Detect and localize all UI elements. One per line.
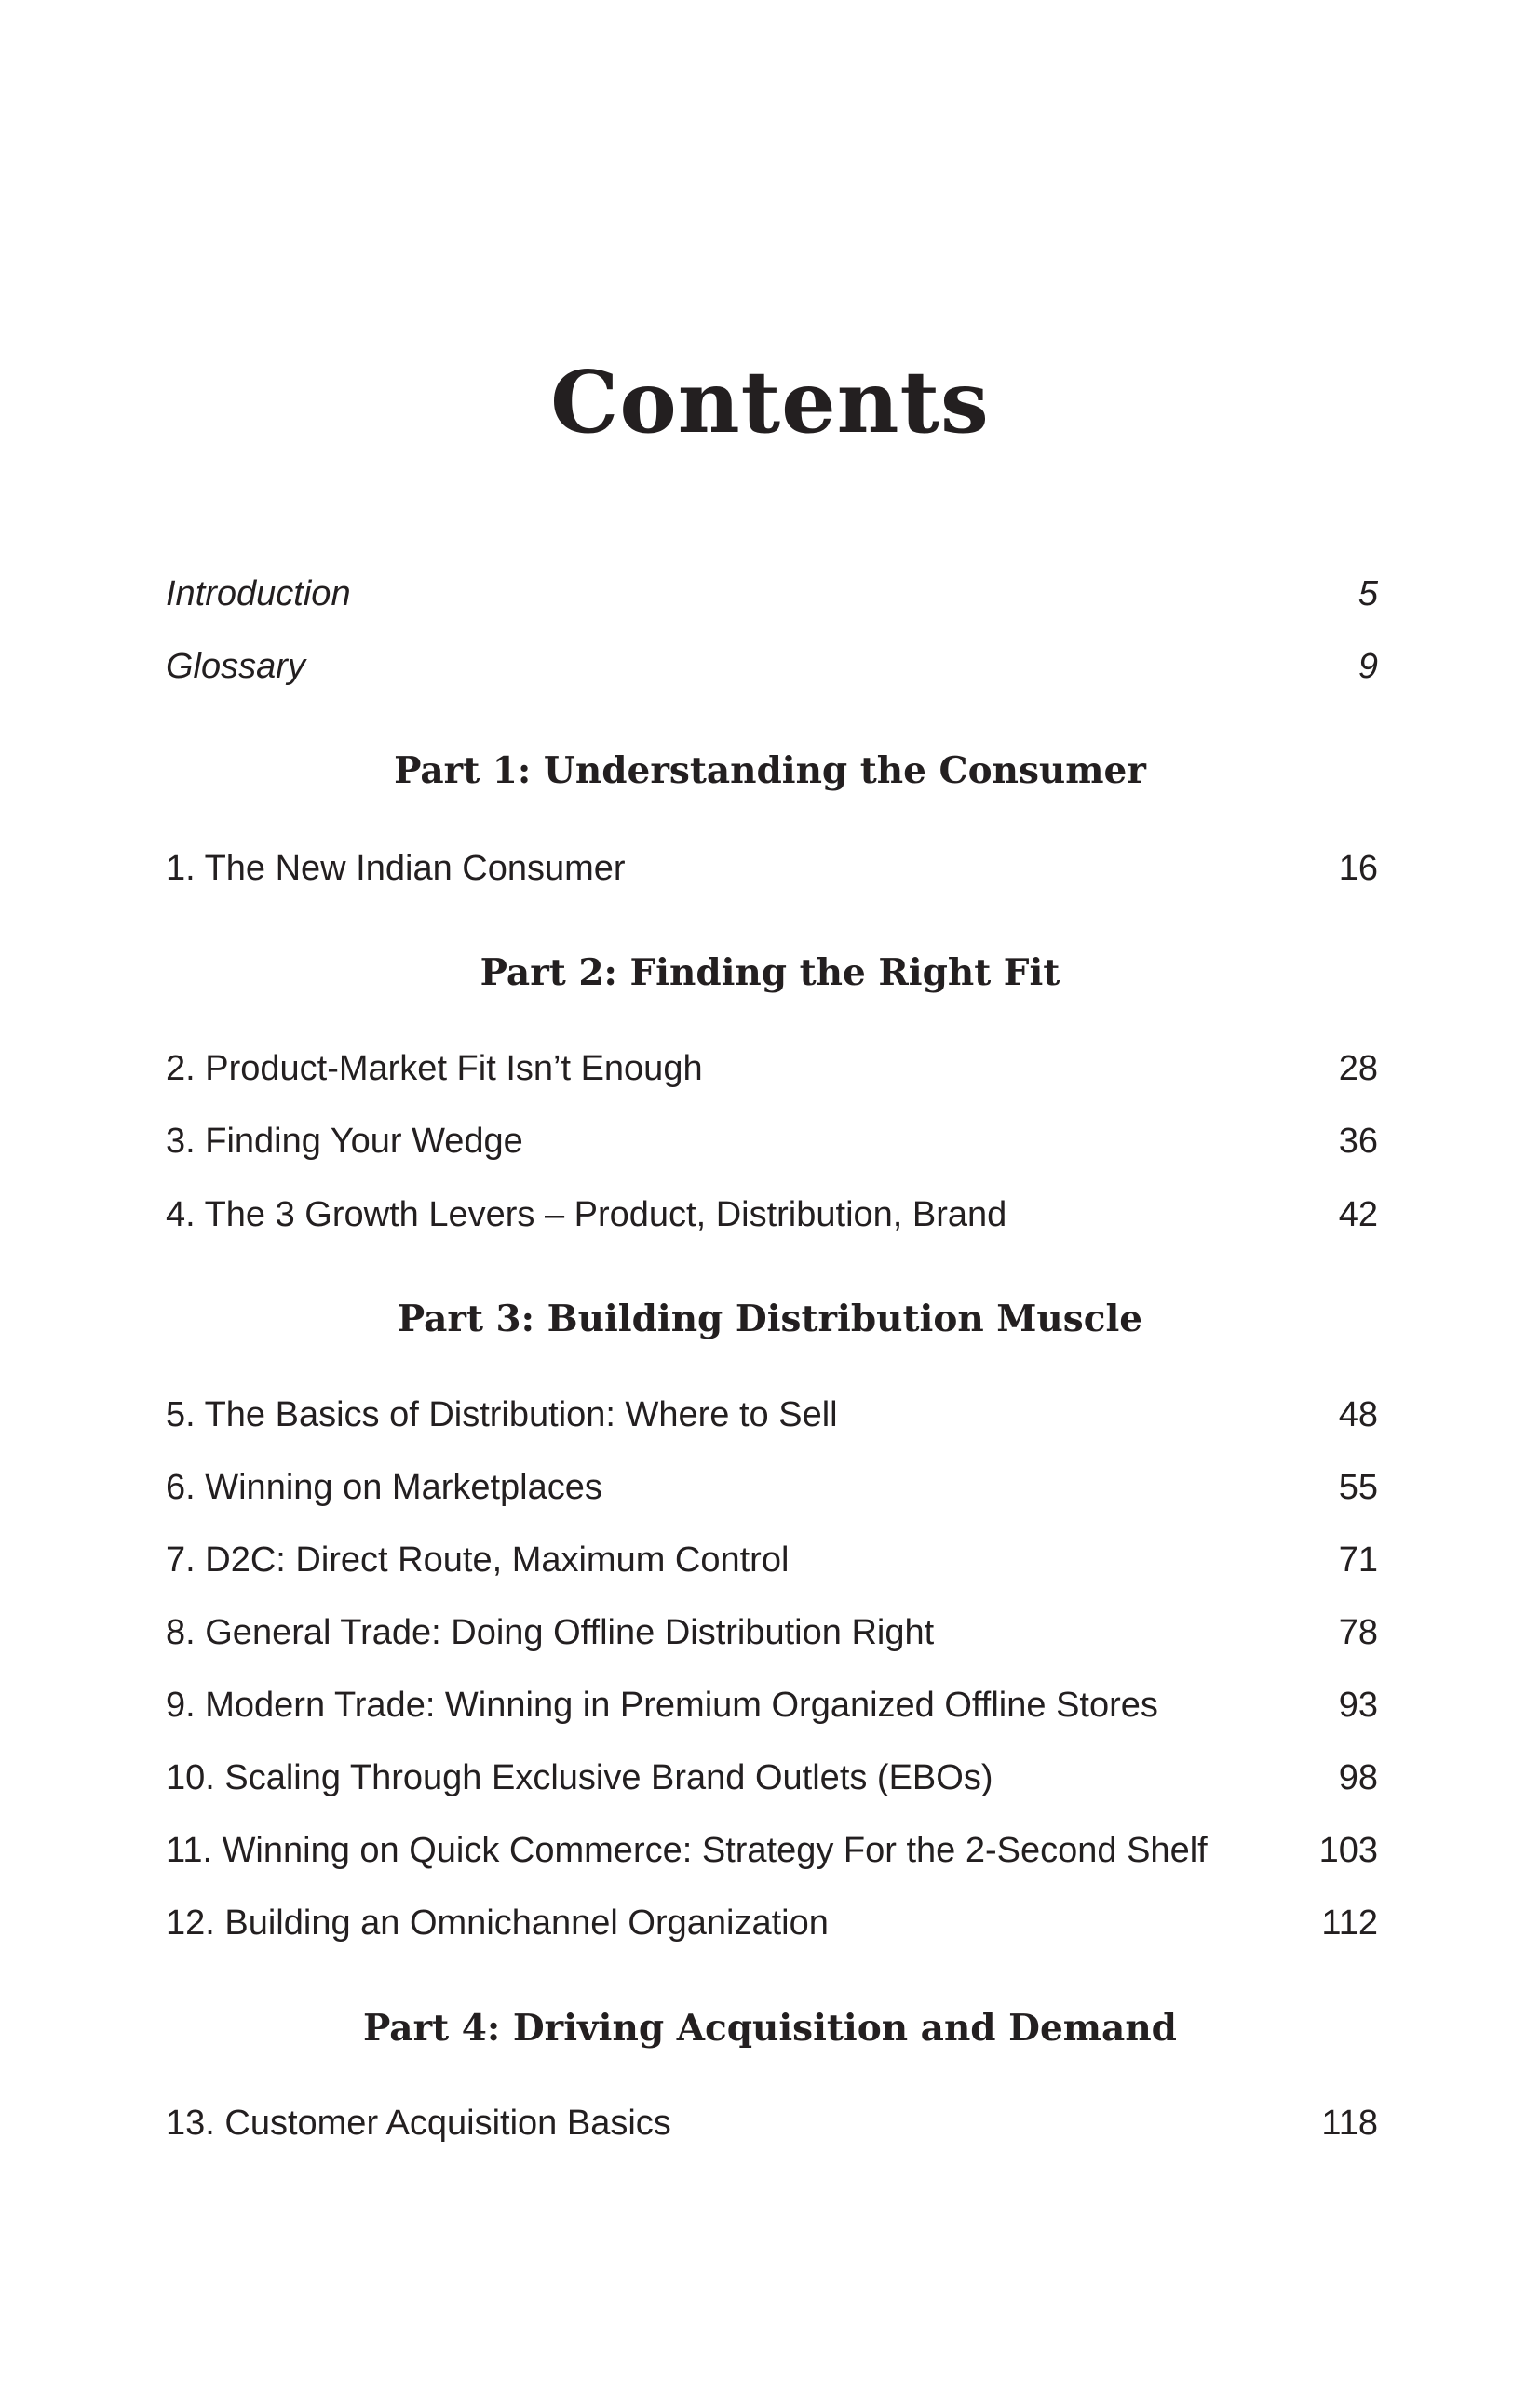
toc-entry-chapter-10[interactable]: [166, 1750, 1378, 1806]
toc-entry-title: Glossary: [166, 647, 305, 686]
toc-entry-page: 98: [1338, 1758, 1378, 1797]
toc-entry-title: 2. Product-Market Fit Isn’t Enough: [166, 1049, 703, 1088]
toc-entry-title: 5. The Basics of Distribution: Where to Sell: [166, 1395, 838, 1434]
toc-entry-title: 13. Customer Acquisition Basics: [166, 2104, 671, 2143]
toc-entry-chapter-3[interactable]: [166, 1113, 1378, 1169]
toc-entry-chapter-9[interactable]: [166, 1677, 1378, 1733]
toc-entry-title: 9. Modern Trade: Winning in Premium Organized Offline Stores: [166, 1686, 1158, 1725]
toc-entry-page: 78: [1338, 1613, 1378, 1652]
toc-entry-title: 1. The New Indian Consumer: [166, 849, 626, 888]
toc-entry-page: 55: [1338, 1468, 1378, 1507]
part-heading-1: Part 1: Understanding the Consumer: [394, 749, 1146, 792]
toc-entry-page: 28: [1338, 1049, 1378, 1088]
toc-entry-title: 7. D2C: Direct Route, Maximum Control: [166, 1540, 790, 1580]
part-heading-2: Part 2: Finding the Right Fit: [480, 951, 1060, 994]
toc-entry-title: 4. The 3 Growth Levers – Product, Distribution, Brand: [166, 1195, 1007, 1234]
toc-entry-chapter-11[interactable]: [166, 1823, 1378, 1878]
toc-entry-title: 12. Building an Omnichannel Organization: [166, 1904, 829, 1943]
toc-entry-page: 103: [1318, 1831, 1378, 1870]
toc-entry-page: 36: [1338, 1122, 1378, 1161]
toc-entry-chapter-1[interactable]: [166, 841, 1378, 896]
toc-entry-page: 112: [1321, 1904, 1378, 1943]
toc-entry-chapter-7[interactable]: [166, 1532, 1378, 1588]
toc-entry-chapter-6[interactable]: [166, 1460, 1378, 1515]
toc-entry-page: 118: [1321, 2104, 1378, 2143]
page-title: Contents: [550, 352, 990, 452]
toc-entry-page: 16: [1338, 849, 1378, 888]
toc-entry-page: 93: [1338, 1686, 1378, 1725]
toc-entry-chapter-4[interactable]: [166, 1187, 1378, 1243]
part-heading-3: Part 3: Building Distribution Muscle: [397, 1298, 1143, 1340]
toc-entry-page: 42: [1338, 1195, 1378, 1234]
toc-entry-chapter-12[interactable]: [166, 1895, 1378, 1951]
toc-entry-introduction[interactable]: [166, 566, 1378, 622]
toc-entry-chapter-5[interactable]: [166, 1387, 1378, 1443]
toc-entry-page: 71: [1338, 1540, 1378, 1580]
toc-entry-title: 8. General Trade: Doing Offline Distribution Right: [166, 1613, 935, 1652]
toc-entry-title: 6. Winning on Marketplaces: [166, 1468, 602, 1507]
toc-entry-chapter-8[interactable]: [166, 1605, 1378, 1661]
toc-entry-title: 3. Finding Your Wedge: [166, 1122, 523, 1161]
part-heading-4: Part 4: Driving Acquisition and Demand: [363, 2007, 1177, 2050]
toc-entry-chapter-13[interactable]: [166, 2095, 1378, 2151]
toc-entry-page: 9: [1358, 647, 1378, 686]
toc-entry-title: 10. Scaling Through Exclusive Brand Outlets (EBOs): [166, 1758, 993, 1797]
toc-entry-chapter-2[interactable]: [166, 1041, 1378, 1096]
toc-entry-page: 48: [1338, 1395, 1378, 1434]
toc-entry-page: 5: [1358, 574, 1378, 613]
toc-entry-title: 11. Winning on Quick Commerce: Strategy For the 2-Second Shelf: [166, 1831, 1208, 1870]
toc-entry-title: Introduction: [166, 574, 351, 613]
toc-entry-glossary[interactable]: [166, 639, 1378, 694]
